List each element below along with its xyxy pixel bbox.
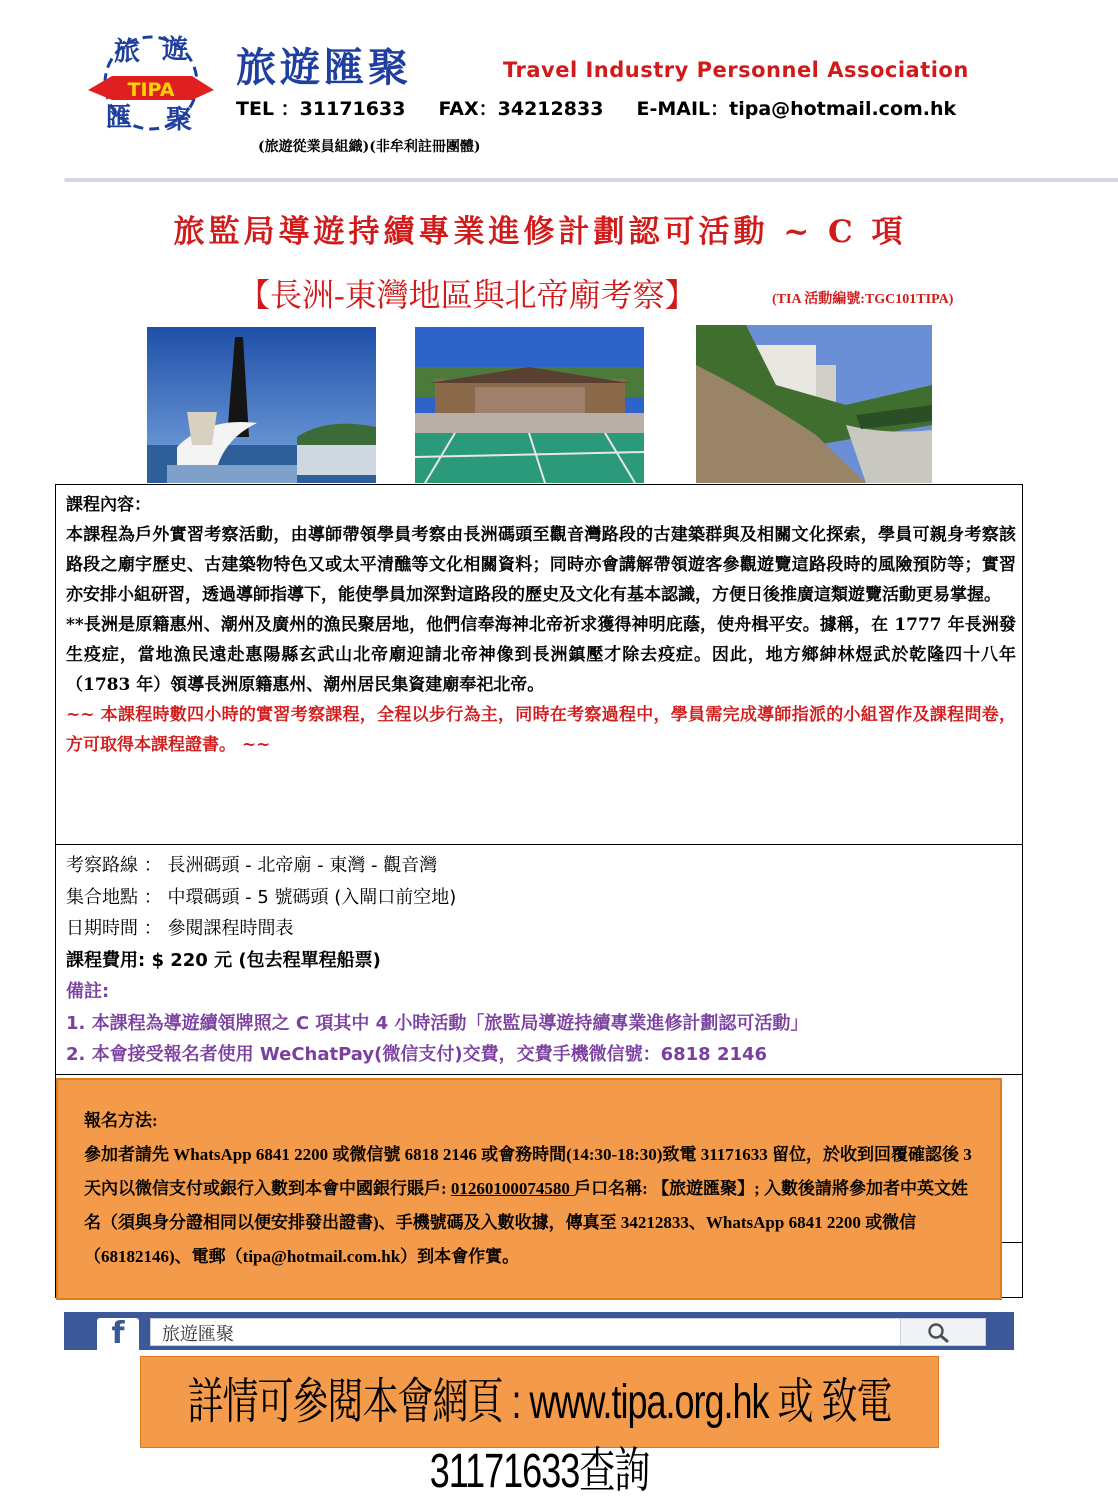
photo-hillside bbox=[696, 325, 932, 483]
header-divider: ================================================================================================================================================================================================================== bbox=[64, 175, 1118, 186]
contact-info: TEL ：31171633 FAX：34212833 E-MAIL：tipa@hotmail.com.hk bbox=[236, 98, 957, 120]
course-content-label: 課程內容： bbox=[66, 495, 151, 515]
facebook-logo-letter: f bbox=[111, 1316, 125, 1351]
footer-text: 詳情可參閱本會網頁 : www.tipa.org.hk 或 致電31171633查詢 bbox=[187, 1373, 892, 1498]
meeting-point-line: 集合地點 ： 中環碼頭 - 5 號碼頭 (入閘口前空地) bbox=[66, 886, 457, 908]
org-name-cn: 旅遊匯聚 bbox=[236, 45, 412, 91]
remark-item: 1. 本課程為導遊續領牌照之 C 項其中 4 小時活動「旅監局導遊持續專業進修計劃認可活動」 bbox=[66, 1012, 809, 1034]
activity-code: (TIA 活動編號:TGC101TIPA) bbox=[772, 292, 954, 307]
photo-temple bbox=[415, 327, 644, 483]
route-line: 考察路線 ： 長洲碼頭 - 北帝廟 - 東灣 - 觀音灣 bbox=[66, 855, 438, 876]
facebook-search-field[interactable] bbox=[150, 1318, 986, 1346]
course-title: 【長洲-東灣地區與北帝廟考察】 bbox=[238, 277, 697, 313]
fee-line: 課程費用: $ 220 元 (包去程單程船票) bbox=[66, 949, 381, 971]
box-divider bbox=[55, 1074, 1023, 1075]
search-icon bbox=[926, 1322, 950, 1344]
svg-text:聚: 聚 bbox=[166, 105, 193, 135]
svg-text:匯: 匯 bbox=[106, 103, 133, 133]
remark-item: 2. 本會接受報名者使用 WeChatPay(微信支付)交費，交費手機微信號：6818 2146 bbox=[66, 1044, 768, 1065]
facebook-search-text: 旅遊匯聚 bbox=[162, 1324, 234, 1345]
registration-text bbox=[84, 1104, 976, 1274]
registration-label: 報名方法: bbox=[84, 1111, 158, 1130]
photo-sculpture bbox=[147, 327, 376, 483]
course-details bbox=[66, 850, 1016, 1071]
logo-text: TIPA bbox=[127, 79, 175, 101]
org-name-en: Travel Industry Personnel Association bbox=[503, 58, 969, 82]
course-description: 本課程為戶外實習考察活動，由導師帶領學員考察由長洲碼頭至觀音灣路段的古建築群與及相關文化探索，學員可親身考察該路段之廟宇歷史、古建築物特色又或太平清醮等文化相關資料；同時亦會講解帶領遊客參觀遊覽這路段時的風險預防等；實習亦安排小組研習，透過導師指導下，能使學員加深對這路段的歷史及文化有基本認識，方便日後推廣這類遊覽活動更易掌握。 bbox=[66, 525, 1016, 605]
datetime-line: 日期時間 ： 參閱課程時間表 bbox=[66, 918, 294, 939]
registration-part-a: 參加者請先 WhatsApp 6841 2200 或微信號 6818 2146 或會務時間(14:30-18:30)致電 31171633 留位，於收到回覆確認後 3 天內以微信支付或銀行入數到本會中國銀行賬戶: bbox=[84, 1145, 972, 1198]
registration-part-b: 戶口名稱: 【旅遊匯聚】; 入數後請將參加者中英文姓名（須與身分證相同以便安排發出證書)、手機號碼及入數收據，傳真至 34212833、WhatsApp 6841 2200 或微信（68182146)、電郵（tipa@hotmail.com.hk）到本會作實。 bbox=[84, 1179, 968, 1266]
course-requirement: ~~ 本課程時數四小時的實習考察課程，全程以步行為主，同時在考察過程中，學員需完成導師指派的小組習作及課程問卷，方可取得本課程證書。 ~~ bbox=[66, 705, 1016, 755]
registration-instructions bbox=[84, 1138, 976, 1274]
box-divider bbox=[55, 844, 1023, 845]
course-content bbox=[66, 490, 1016, 760]
svg-text:遊: 遊 bbox=[162, 35, 189, 65]
remarks-label: 備註: bbox=[66, 981, 110, 1002]
svg-text:旅: 旅 bbox=[114, 37, 141, 67]
tipa-logo bbox=[84, 28, 218, 138]
bank-account-number: 01260100074580 bbox=[450, 1179, 575, 1198]
org-note: (旅遊從業員組織)(非牟利註冊團體) bbox=[258, 139, 481, 155]
course-history: **長洲是原籍惠州、潮州及廣州的漁民聚居地，他們信奉海神北帝祈求獲得神明庇蔭，使舟楫平安。據稱，在 1777 年長洲發生疫症，當地漁民遠赴惠陽縣玄武山北帝廟迎請北帝神像到長洲鎮壓才除去疫症。因此，地方鄉紳林煜武於乾隆四十八年（1783 年）領導長洲原籍惠州、潮州居民集資建廟奉祀北帝。 bbox=[66, 615, 1016, 695]
page-title: 旅監局導遊持續專業進修計劃認可活動 ~ C 項 bbox=[173, 214, 907, 250]
